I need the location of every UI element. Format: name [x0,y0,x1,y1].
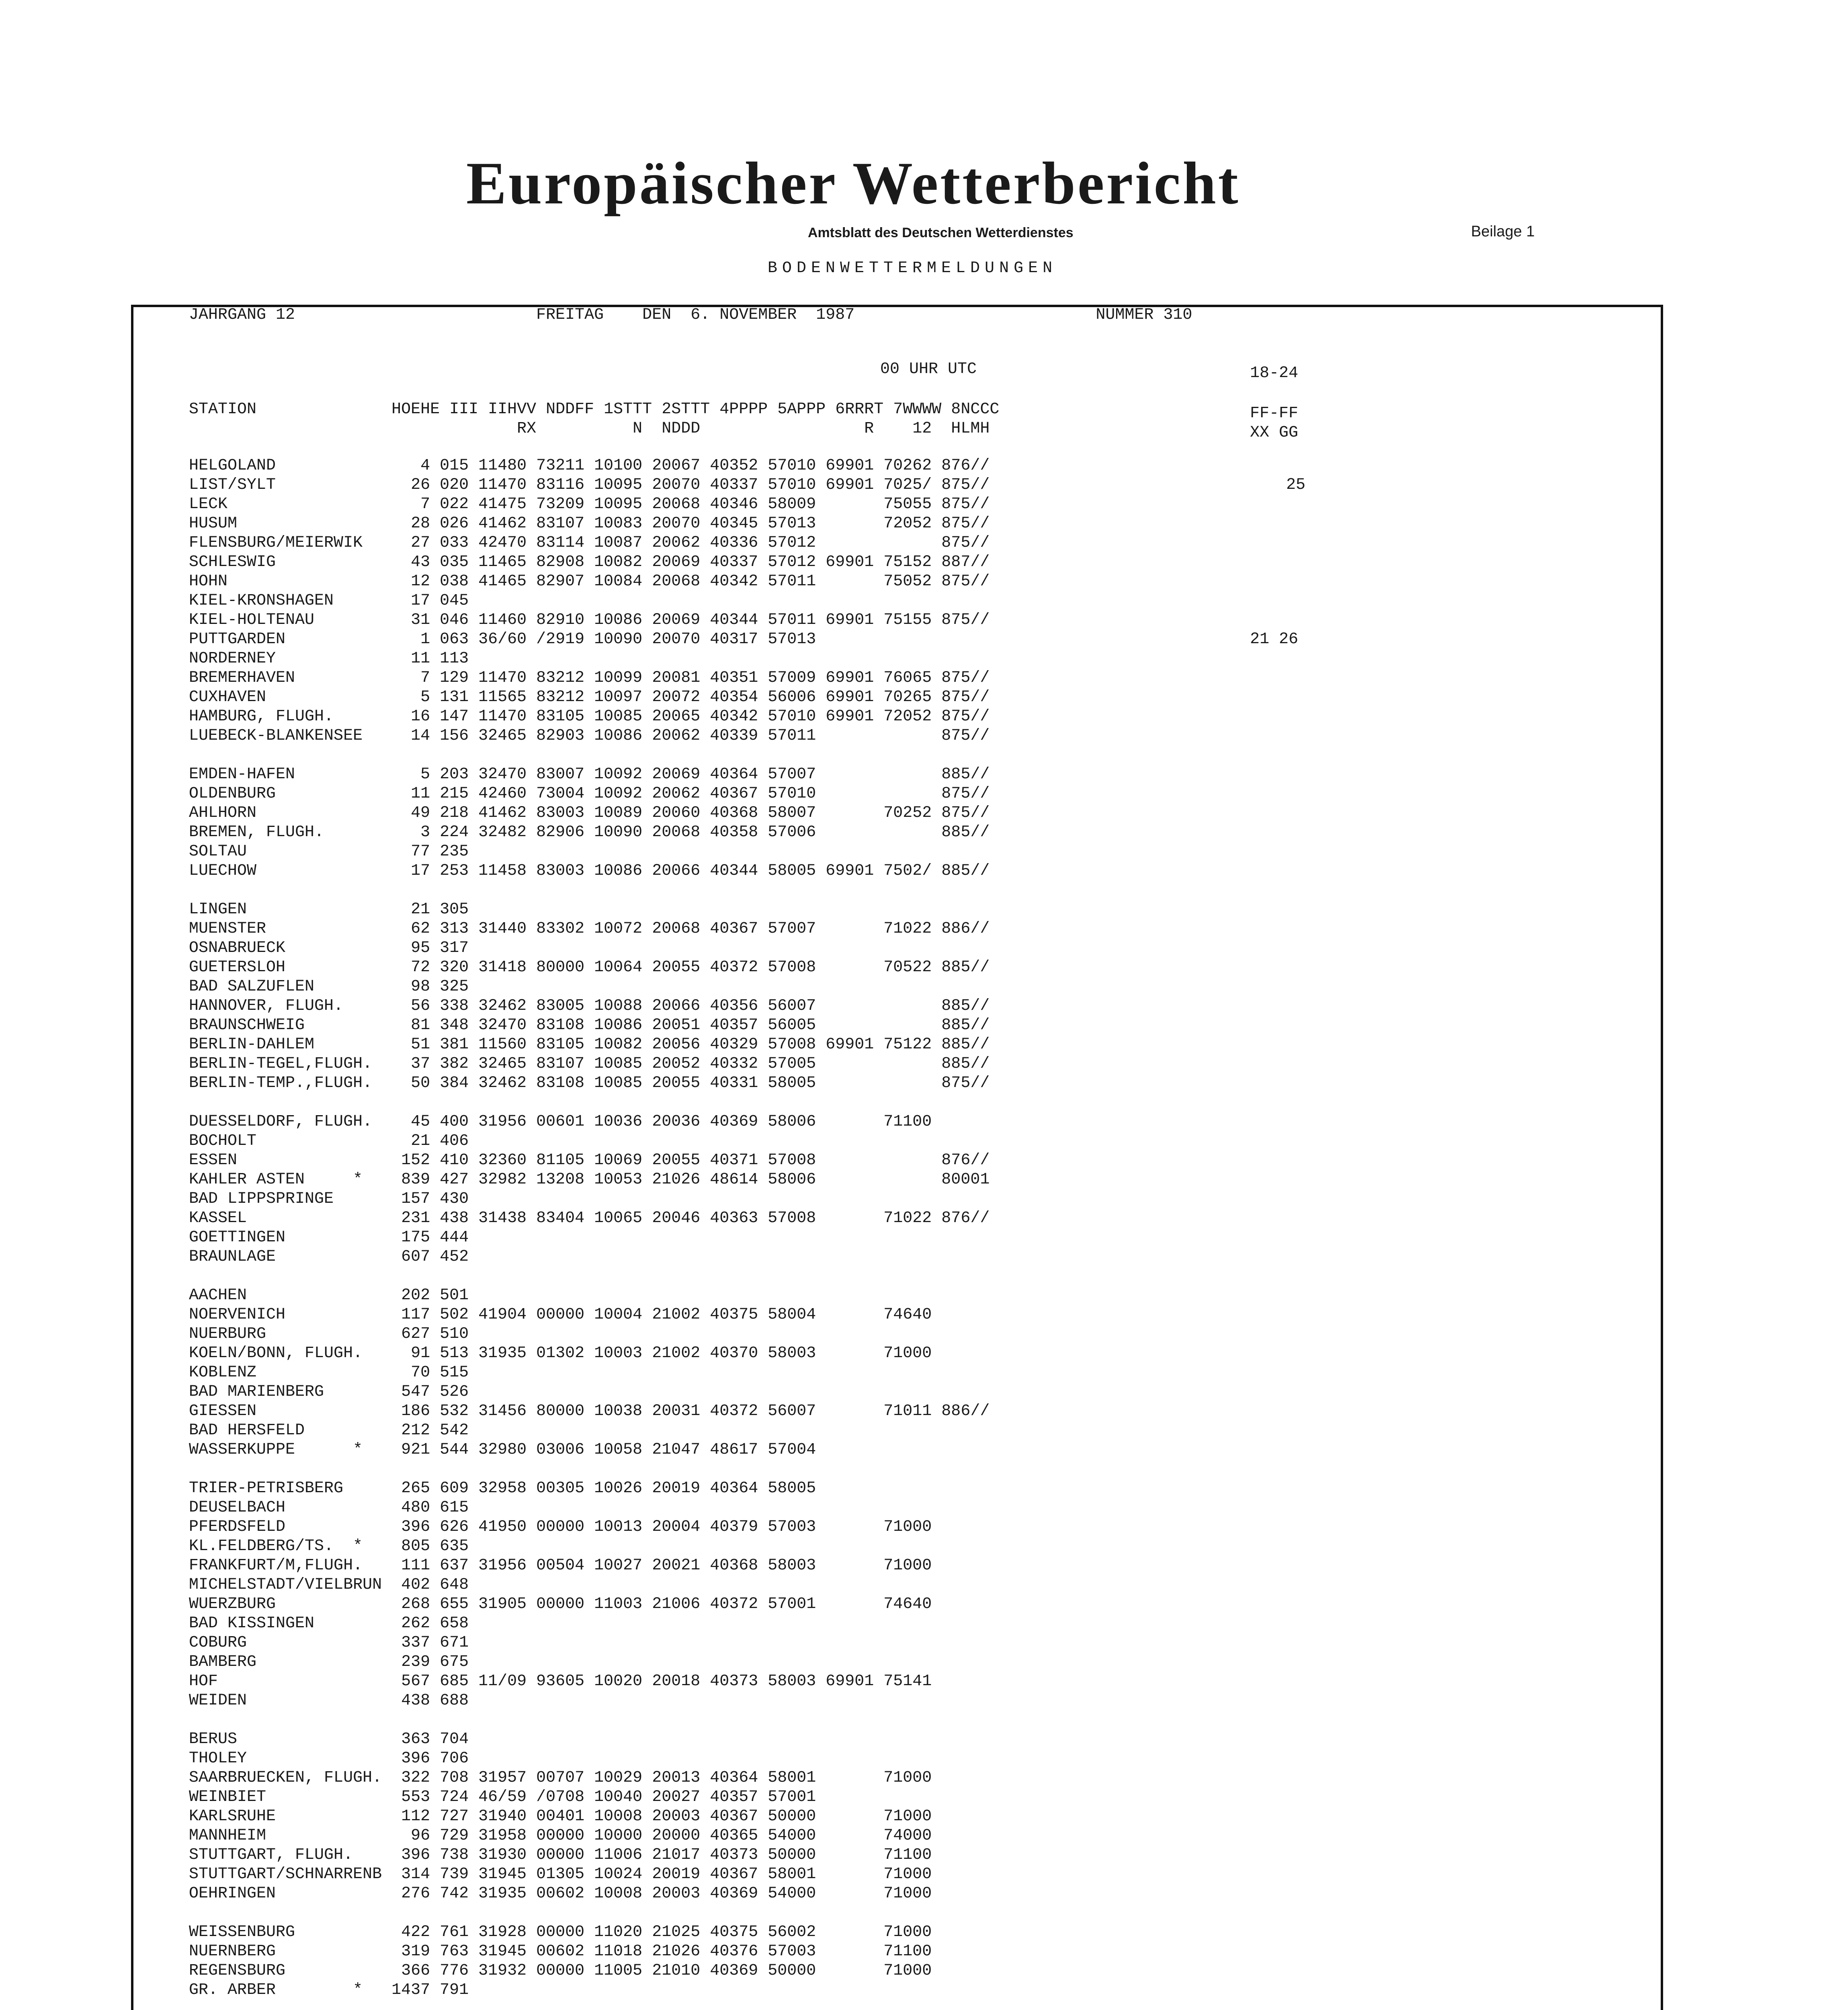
station-row: PUTTGARDEN 1 063 36/60 /2919 10090 20070 40317 57013 [189,630,816,648]
station-row: BREMERHAVEN 7 129 11470 83212 10099 20081 40351 57009 69901 76065 875// [189,669,990,687]
station-row: STUTTGART/SCHNARRENB 314 739 31945 01305 10024 20019 40367 58001 71000 [189,1865,932,1883]
station-row: LUEBECK-BLANKENSEE 14 156 32465 82903 10086 20062 40339 57011 875// [189,727,990,745]
gust-header-row1: FF-FF [1250,404,1299,423]
station-row: THOLEY 396 706 [189,1750,469,1768]
station-row: LINGEN 21 305 [189,900,469,919]
station-row: MUENSTER 62 313 31440 83302 10072 20068 40367 57007 71022 886// [189,920,990,938]
observation-time: 00 UHR UTC [880,360,977,378]
station-row: GIESSEN 186 532 31456 80000 10038 20031 40372 56007 71011 886// [189,1402,990,1420]
supplement-label: Beilage 1 [1471,223,1535,240]
station-row: CUXHAVEN 5 131 11565 83212 10097 20072 40354 56006 69901 70265 875// [189,688,990,706]
station-row: AACHEN 202 501 [189,1286,469,1304]
station-row: LIST/SYLT 26 020 11470 83116 10095 20070 40337 57010 69901 7025/ 875// [189,476,990,494]
station-row: AHLHORN 49 218 41462 83003 10089 20060 40368 58007 70252 875// [189,804,990,822]
station-row: BAD KISSINGEN 262 658 [189,1614,469,1633]
group-separator [189,1903,990,1923]
station-row: WEINBIET 553 724 46/59 /0708 10040 20027 40357 57001 [189,1788,816,1806]
station-row: WEIDEN 438 688 [189,1692,469,1710]
station-row: KIEL-HOLTENAU 31 046 11460 82910 10086 20069 40344 57011 69901 75155 875// [189,611,990,629]
group-separator [189,1460,990,1479]
station-row: NUERNBERG 319 763 31945 00602 11018 21026 40376 57003 71100 [189,1942,932,1961]
station-row: PFERDSFELD 396 626 41950 00000 10013 20004 40379 57003 71000 [189,1518,932,1536]
gust-value-puttgarden: 21 26 [1250,630,1299,648]
station-row: HANNOVER, FLUGH. 56 338 32462 83005 10088 20066 40356 56007 885// [189,997,990,1015]
gust-value-list-sylt: 25 [1286,476,1306,494]
station-row: HOF 567 685 11/09 93605 10020 20018 40373 58003 69901 75141 [189,1672,932,1690]
group-separator [189,1711,990,1730]
group-separator [189,1267,990,1286]
column-header-row1: STATION HOEHE III IIHVV NDDFF 1STTT 2STTT 4PPPP 5APPP 6RRRT 7WWWW 8NCCC [189,400,1000,418]
station-row: KARLSRUHE 112 727 31940 00401 10008 20003 40367 50000 71000 [189,1807,932,1825]
period-label: 18-24 [1250,364,1299,382]
station-row: LECK 7 022 41475 73209 10095 20068 40346 58009 75055 875// [189,495,990,513]
station-row: BAD MARIENBERG 547 526 [189,1383,469,1401]
column-header-row2: RX N NDDD R 12 HLMH [189,420,990,438]
station-row: WUERZBURG 268 655 31905 00000 11003 21006 40372 57001 74640 [189,1595,932,1613]
station-row: BAD LIPPSPRINGE 157 430 [189,1190,469,1208]
station-row: KL.FELDBERG/TS. * 805 635 [189,1537,469,1555]
station-row: BERUS 363 704 [189,1730,469,1748]
gust-header-row2: XX GG [1250,424,1299,442]
station-row: WEISSENBURG 422 761 31928 00000 11020 21025 40375 56002 71000 [189,1923,932,1941]
station-row: BERLIN-TEGEL,FLUGH. 37 382 32465 83107 10085 20052 40332 57005 885// [189,1055,990,1073]
station-row: LUECHOW 17 253 11458 83003 10086 20066 40344 58005 69901 7502/ 885// [189,862,990,880]
station-row: BRAUNLAGE 607 452 [189,1248,469,1266]
page-title: Europäischer Wetterbericht [466,150,1240,217]
station-row: GUETERSLOH 72 320 31418 80000 10064 20055 40372 57008 70522 885// [189,958,990,976]
station-row: KAHLER ASTEN * 839 427 32982 13208 10053 21026 48614 58006 80001 [189,1171,990,1189]
group-separator [189,2000,990,2010]
page-subtitle: Amtsblatt des Deutschen Wetterdienstes [808,225,1074,240]
station-row: BAMBERG 239 675 [189,1653,469,1671]
station-row: NOERVENICH 117 502 41904 00000 10004 21002 40375 58004 74640 [189,1306,932,1324]
station-row: BREMEN, FLUGH. 3 224 32482 82906 10090 20068 40358 57006 885// [189,823,990,841]
station-row: SCHLESWIG 43 035 11465 82908 10082 20069 40337 57012 69901 75152 887// [189,553,990,571]
station-row: KOBLENZ 70 515 [189,1364,469,1382]
station-row: TRIER-PETRISBERG 265 609 32958 00305 10026 20019 40364 58005 [189,1479,816,1497]
issue-info-line: JAHRGANG 12 FREITAG DEN 6. NOVEMBER 1987 NUMMER 310 [189,306,1192,324]
station-row: EMDEN-HAFEN 5 203 32470 83007 10092 20069 40364 57007 885// [189,765,990,783]
station-row: BRAUNSCHWEIG 81 348 32470 83108 10086 20051 40357 56005 885// [189,1016,990,1034]
station-row: BERLIN-TEMP.,FLUGH. 50 384 32462 83108 10085 20055 40331 58005 875// [189,1074,990,1092]
station-row: OEHRINGEN 276 742 31935 00602 10008 20003 40369 54000 71000 [189,1885,932,1903]
station-row: DEUSELBACH 480 615 [189,1499,469,1517]
station-row: FLENSBURG/MEIERWIK 27 033 42470 83114 10087 20062 40336 57012 875// [189,534,990,552]
station-row: COBURG 337 671 [189,1634,469,1652]
station-row: BOCHOLT 21 406 [189,1132,469,1150]
station-row: ESSEN 152 410 32360 81105 10069 20055 40371 57008 876// [189,1151,990,1169]
group-separator [189,746,990,765]
station-row: BAD SALZUFLEN 98 325 [189,978,469,996]
station-row: NORDERNEY 11 113 [189,650,469,668]
station-row: MICHELSTADT/VIELBRUN 402 648 [189,1576,469,1594]
station-row: HAMBURG, FLUGH. 16 147 11470 83105 10085 20065 40342 57010 69901 72052 875// [189,708,990,726]
station-row: STUTTGART, FLUGH. 396 738 31930 00000 11006 21017 40373 50000 71100 [189,1846,932,1864]
group-separator [189,881,990,900]
station-row: OLDENBURG 11 215 42460 73004 10092 20062 40367 57010 875// [189,785,990,803]
station-row: HOHN 12 038 41465 82907 10084 20068 40342 57011 75052 875// [189,572,990,591]
station-row: REGENSBURG 366 776 31932 00000 11005 21010 40369 50000 71000 [189,1962,932,1980]
station-row: DUESSELDORF, FLUGH. 45 400 31956 00601 10036 20036 40369 58006 71100 [189,1113,932,1131]
station-row: KOELN/BONN, FLUGH. 91 513 31935 01302 10003 21002 40370 58003 71000 [189,1344,932,1362]
station-row: SOLTAU 77 235 [189,843,469,861]
station-row: KIEL-KRONSHAGEN 17 045 [189,592,469,610]
section-heading: BODENWETTERMELDUNGEN [768,259,1057,277]
station-row: BAD HERSFELD 212 542 [189,1421,469,1440]
station-row: GOETTINGEN 175 444 [189,1229,469,1247]
station-row: MANNHEIM 96 729 31958 00000 10000 20000 40365 54000 74000 [189,1827,932,1845]
station-row: KASSEL 231 438 31438 83404 10065 20046 40363 57008 71022 876// [189,1209,990,1227]
station-row: GR. ARBER * 1437 791 [189,1981,469,1999]
station-row: WASSERKUPPE * 921 544 32980 03006 10058 21047 48617 57004 [189,1441,816,1459]
station-row: BERLIN-DAHLEM 51 381 11560 83105 10082 20056 40329 57008 69901 75122 885// [189,1036,990,1054]
station-row: HELGOLAND 4 015 11480 73211 10100 20067 40352 57010 69901 70262 876// [189,457,990,475]
group-separator [189,1093,990,1112]
station-row: HUSUM 28 026 41462 83107 10083 20070 40345 57013 72052 875// [189,515,990,533]
station-row: OSNABRUECK 95 317 [189,939,469,957]
station-row: FRANKFURT/M,FLUGH. 111 637 31956 00504 10027 20021 40368 58003 71000 [189,1557,932,1575]
station-row: NUERBURG 627 510 [189,1325,469,1343]
station-row: SAARBRUECKEN, FLUGH. 322 708 31957 00707 10029 20013 40364 58001 71000 [189,1769,932,1787]
station-table [189,456,990,2010]
